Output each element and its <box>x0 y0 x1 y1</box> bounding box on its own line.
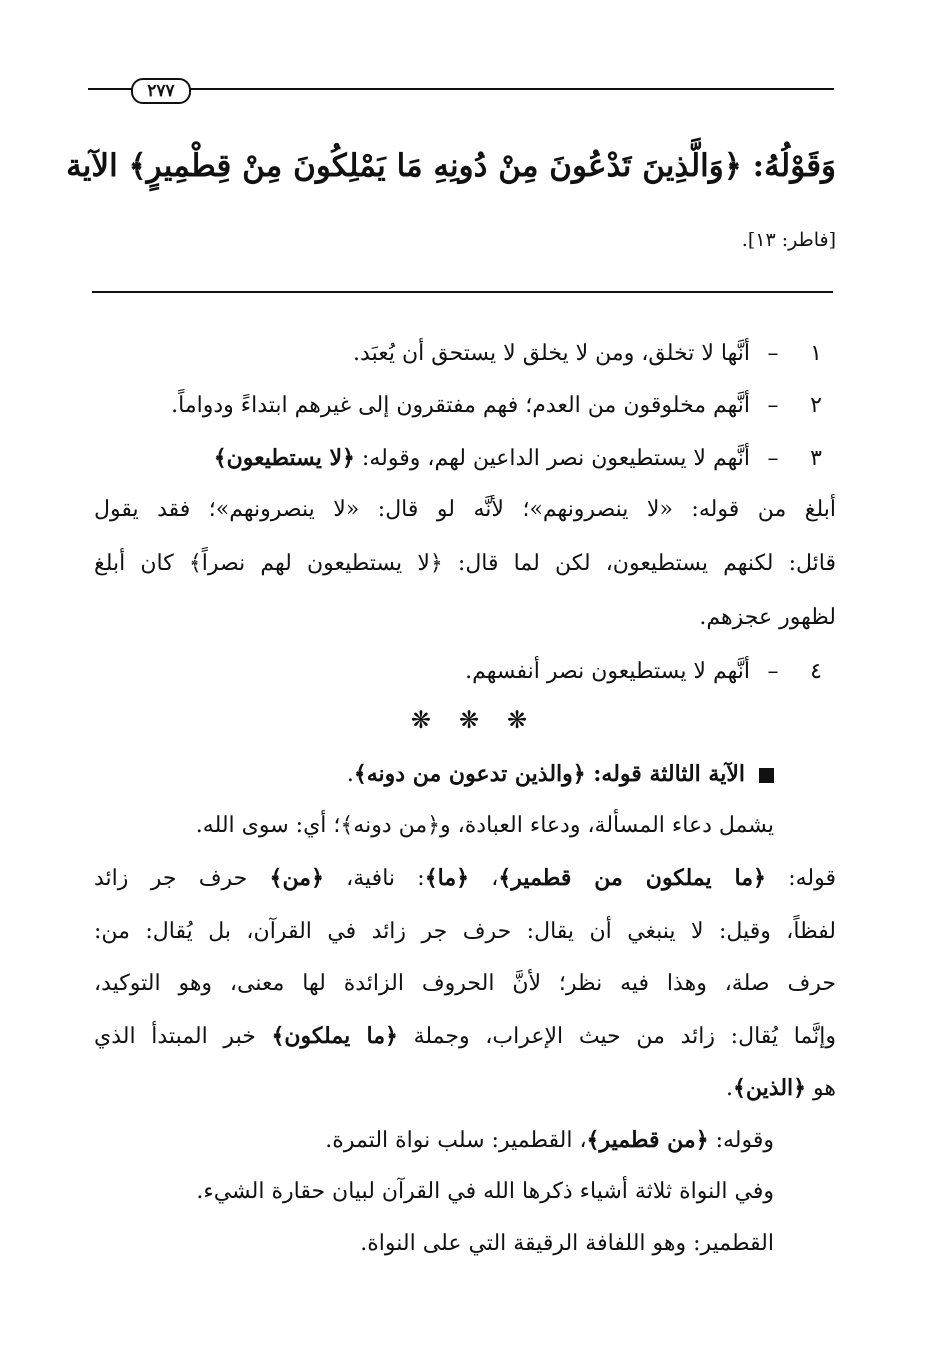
item-dash: – <box>767 659 779 684</box>
quran-quote: ﴿ما﴾ <box>424 865 470 891</box>
item-number: ١ <box>810 341 822 366</box>
verse-reference: [فاطر: ١٣]. <box>741 229 836 251</box>
text-run: هو <box>806 1076 836 1101</box>
quran-quote: ﴿الذين﴾ <box>733 1075 807 1101</box>
section-heading-label: الآية الثالثة قوله: ﴿والذين تدعون من دونه﴾ <box>353 761 745 787</box>
list-item <box>116 380 836 432</box>
star-icon: ❋ <box>458 706 480 734</box>
item-number: ٢ <box>810 393 822 418</box>
section-heading-end: . <box>346 762 354 787</box>
quran-quote: ﴿ما يملكون من قطمير﴾ <box>498 865 766 891</box>
paragraph-line: يشمل دعاء المسألة، ودعاء العبادة، و﴿من دونه﴾؛ أي: سوى الله. <box>195 813 774 838</box>
paragraph-line <box>726 1062 836 1115</box>
paragraph-line: وفي النواة ثلاثة أشياء ذكرها الله في القرآن لبيان حقارة الشيء. <box>196 1179 774 1204</box>
text-run: : نافية، <box>323 866 425 891</box>
section-separator <box>0 700 938 740</box>
text-run: ، <box>469 866 499 891</box>
header-rule <box>88 88 834 90</box>
section-rule <box>92 291 833 293</box>
text-run: خبر المبتدأ الذي <box>94 1024 272 1049</box>
item-dash: – <box>767 341 779 366</box>
text-run: حرف جر زائد <box>94 866 270 891</box>
paragraph-line: قائل: لكنهم يستطيعون، لكن لما قال: ﴿لا يستطيعون لهم نصراً﴾ كان أبلغ <box>94 551 836 576</box>
item-number: ٤ <box>810 659 822 684</box>
star-icon: ❋ <box>410 706 431 734</box>
list-item <box>116 646 836 698</box>
item-dash: – <box>767 446 779 471</box>
quran-quote: ﴿ما يملكون﴾ <box>271 1023 398 1049</box>
item-dash: – <box>767 393 779 418</box>
paragraph-line: القطمير: وهو اللفافة الرقيقة التي على النواة. <box>360 1231 774 1256</box>
item-text: أنَّها لا تخلق، ومن لا يخلق لا يستحق أن يُعبَد. <box>353 341 750 366</box>
list-item <box>116 328 836 380</box>
square-bullet-icon <box>759 768 774 783</box>
item-number: ٣ <box>810 446 822 471</box>
paragraph-line <box>325 1114 774 1167</box>
paragraph-line: لظهور عجزهم. <box>699 605 836 630</box>
text-run: قوله: <box>765 866 836 891</box>
paragraph-line <box>94 852 836 905</box>
paragraph-line: أبلغ من قوله: «لا ينصرونهم»؛ لأنَّه لو قال: «لا ينصرونهم»؛ فقد يقول <box>94 497 836 522</box>
paragraph-line: لفظاً، وقيل: لا ينبغي أن يقال: حرف جر زائد في القرآن، بل يُقال: من: <box>94 919 836 944</box>
item-text: أنَّهم مخلوقون من العدم؛ فهم مفتقرون إلى غيرهم ابتداءً ودواماً. <box>171 393 750 418</box>
page-number: ٢٧٧ <box>131 78 191 104</box>
text-run: وإنَّما يُقال: زائد من حيث الإعراب، وجملة <box>397 1024 836 1049</box>
quran-quote: ﴿من﴾ <box>269 865 324 891</box>
section-heading <box>347 748 774 801</box>
item-text: أنَّهم لا يستطيعون نصر أنفسهم. <box>465 659 750 684</box>
star-icon: ❋ <box>507 706 528 734</box>
paragraph-line: حرف صلة، وهذا فيه نظر؛ لأنَّ الحروف الزائدة لها معنى، وهو التوكيد، <box>94 971 836 996</box>
quran-quote: ﴿من قطمير﴾ <box>586 1127 709 1153</box>
item-text: أنَّهم لا يستطيعون نصر الداعين لهم، وقوله: <box>354 446 750 471</box>
text-run: وقوله: <box>708 1128 774 1153</box>
verse-heading: وَقَوْلُهُ: ﴿وَالَّذِينَ تَدْعُونَ مِنْ دُونِهِ مَا يَمْلِكُونَ مِنْ قِطْمِيرٍ﴾ الآية <box>66 148 836 184</box>
list-item <box>94 432 836 485</box>
paragraph-line <box>94 1010 836 1063</box>
text-run: . <box>726 1076 734 1101</box>
quran-quote: ﴿لا يستطيعون﴾ <box>213 445 355 471</box>
text-run: ، القطمير: سلب نواة التمرة. <box>325 1128 587 1153</box>
